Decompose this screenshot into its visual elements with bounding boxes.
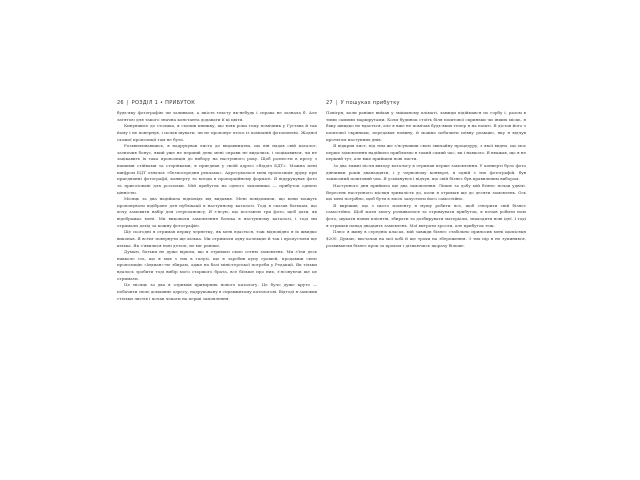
right-page	[326, 100, 526, 249]
paragraph: Кинувшись до столика, я схопив книжку, що взяв роки тому помічник у Густава й так йому і не повернув, і почав шукати, чи не пропонує хтось із компаній фотопоново. Жодної схожої пропозиції там не було.	[117, 123, 317, 142]
running-head: У пошуках прибутку	[340, 100, 400, 106]
paragraph: Ще сьогодні я отримав першу чернетку, як мені вдасться, тож відповідно я їх швидко виконав. Я встиг повернути ще кілька. Ми отримали одну колекцію й так і пропустили ще кілька. Як з'явилися нові деталі, не міг раніше.	[117, 229, 317, 248]
header-separator: |	[335, 100, 338, 106]
page-number: 27	[326, 100, 333, 106]
left-page-header	[117, 100, 317, 107]
paragraph: Повітря, коли раніше виїхав у змішаному кліматі, завжди підіймався по горбу і, разом в тими самими маршрутами. Коли будинок стоїть біля поштової скриньки чи інших місць, я біжу швидко не вдається, але я вже не помічав будь-яких тепер я на пошті. Я дістав його з поштової скриньки, передавав новину, й можна побачити певну реакцію, яку я відчув протягом наступних днів.	[326, 110, 526, 142]
right-page-header	[326, 100, 526, 107]
paragraph: Розхвилювавшись, я надрукував листа до видавництва, що він надав свій каталог, зазначив бонус, який уже не перший день мені справи не видались, і поцікавився, чи не зацікавить їх така пропозиція до вибору на наступного року. Щоб рознести в пресу з нашими стійками та сторінками, я приєднав у своїй адресі «Відділ БДТ». Можна мені шифром БДТ означає «безпосередня реклама». Адресувалася мені пропозиція друку при приєднанні фотографії, конверту та всюди в пропорційному форматі. Я віддрукував фото та приготовані для розсилки. Мій прибуток на одного замовника — прибуток однією цінністю.	[117, 143, 317, 195]
running-head: РОЗДІЛ 1 • ПРИБУТОК	[131, 100, 196, 106]
paragraph: Місяць за два надійшла відповідь від видавця. Мені повідомили, що вони можуть пропонувати відібране для публікації в наступному каталозі. Тоді я сказав батькам, що хочу замовити набір для стереоанонсу. Я з'ясую, що поставлю три фото, щоб дати, як відображає мені. Ми виконали замовлення батька в наступному каталозі, і тоді ми отримали дохід за кожну фотографію.	[117, 196, 317, 228]
page-number: 26	[117, 100, 124, 106]
paragraph: Я вирішив, що з цього моменту я мушу робити все, щоб створити свій бізнес самостійно. Щоб мати змогу розвиватися та отримувати прибуток, я почав робити нові фото, шукати нових клієнтів, збирати та дозбирувати матеріали, знаходити нові ідеї. І тоді я отримав понад двадцять замовлень. Мої витрати зросли, але прибуток теж.	[326, 202, 526, 228]
paragraph: Я відкрив лист, під тим же з'ясувавши свою звичайну процедуру, з якої видно, що моє перше замовлення надійшло приблизно в такий самий час, як і навколо. Я вважав, що я не перший тут, але вже прийшли нові листи.	[326, 143, 526, 162]
paragraph: Наступного дня прийшло ще два замовлення. Ліпше за добу мій бізнес почав удвічі. Вересень наступного місяця тривалість до, коли я отримав ще до десяти замовлень. Ось що мені потрібно, щоб бути в змозі запустити його самостійно.	[326, 182, 526, 202]
left-page-body	[117, 110, 317, 302]
paragraph: Плюс я живу в середніх класах, мій завжди бізнес стабільно приносив мені щомісяця $200. Думаю, вистачав на мої хобі й ще трохи на збереження. З тих пір я не зупинявся, розвиваючи бізнес крок за кроком і дізнаючись щоразу більше.	[326, 229, 526, 248]
paragraph: Думаю, батьки не дуже вірили, що я отримаю свою сотню замовлень. Ми з'їли десь навколо ста, що я мав з тих в галузі, що я заробив купу грошей, продавши свою пропозицію «Індиан»-не збираю, адже на базі міністерської потреби у Редакції. Як тільки вдалось зробити тоді вибір мого старшого брата, все більше про них, з'ясовуючи ще це отримати.	[117, 249, 317, 281]
paragraph: За два тижні після виходу каталогу я отримав перше замовлення. У конверті було фото дівчинки років дванадцяти, і у червоному конверті, в одній з тих фотографій, був записаний поштовий чек. Я усміхнувся і відчув, що свій бізнес був правильним вибором.	[326, 163, 526, 182]
left-page	[117, 100, 317, 302]
paragraph: Це місяць за два я отримав примірник нового каталогу. Це було дуже круто — побачити свою домашню адресу, надруковану в справжньому каталогові. Відтоді я замовив стільки листів і почав чекати на перші замовлення.	[117, 282, 317, 301]
header-separator: |	[126, 100, 129, 106]
right-page-body	[326, 110, 526, 249]
paragraph: будь-яку фотографію чи заливком, а якість тексту як-небудь і справа не зазнала б. Але затятою для такого значна константа додавати її ці цвіти.	[117, 110, 317, 122]
